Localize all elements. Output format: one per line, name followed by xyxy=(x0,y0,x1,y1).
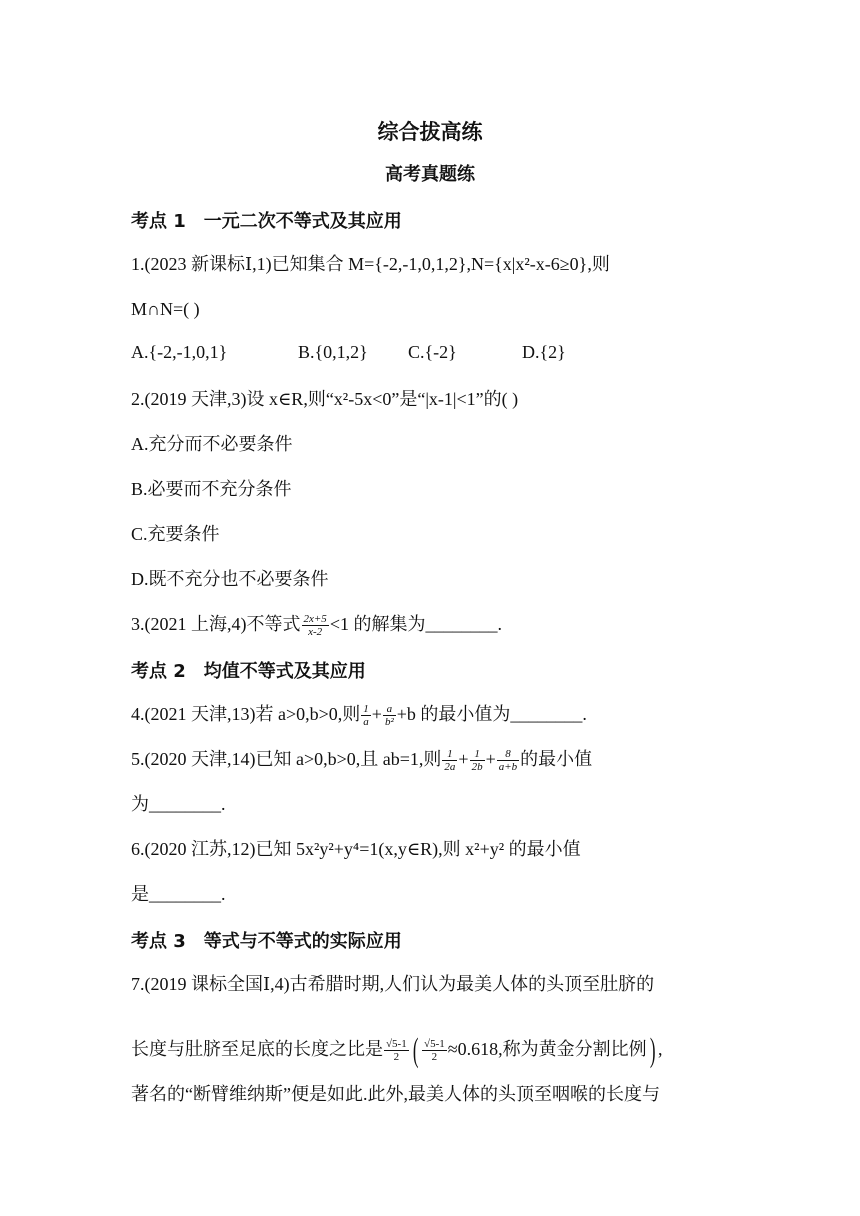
section-3-heading xyxy=(131,927,402,953)
section-1-name: 一元二次不等式及其应用 xyxy=(203,211,402,232)
q2-option-a: A.充分而不必要条件 xyxy=(131,434,293,454)
left-paren-icon: ( xyxy=(412,1031,419,1069)
q5-stem-line2: 为________. xyxy=(131,794,226,814)
page-title: 综合拔高练 xyxy=(377,120,483,144)
q5-prefix: 5.(2020 天津,14)已知 a>0,b>0,且 ab=1,则 xyxy=(131,749,442,769)
q4-prefix: 4.(2021 天津,13)若 a>0,b>0,则 xyxy=(131,704,361,724)
section-3-label: 考点 3 xyxy=(131,931,186,952)
q3-prefix: 3.(2021 上海,4)不等式 xyxy=(131,614,301,634)
q4-plus: + xyxy=(371,704,382,724)
q1-stem-line2: M∩N=( ) xyxy=(131,299,200,319)
q3-fraction xyxy=(302,613,329,638)
q7-golden-fraction-2: $\frac{√5-1}{2}$ xyxy=(424,1038,445,1064)
q7-line2-end: , xyxy=(657,1039,663,1059)
q4-fraction-2: $\frac{a}{\text{b²}}$ xyxy=(384,703,394,729)
q7-line2-prefix: 长度与肚脐至足底的长度之比是 xyxy=(131,1039,383,1059)
section-2-heading xyxy=(131,657,366,683)
q1-stem-line1: 1.(2023 新课标Ⅰ,1)已知集合 M={-2,-1,0,1,2},N={x|x²-x-6≥0},则 xyxy=(131,254,610,274)
q5-fraction-1: $\frac{1}{2a}$ xyxy=(444,748,456,774)
q7-stem-line2 xyxy=(131,1031,663,1069)
q2-option-d: D.既不充分也不必要条件 xyxy=(131,569,329,589)
q5-fraction-3: $\frac{8}{a+b}$ xyxy=(498,748,518,774)
section-2-name: 均值不等式及其应用 xyxy=(203,661,366,682)
q2-option-c: C.充要条件 xyxy=(131,524,220,544)
q3-frac-den: x-2 xyxy=(308,626,323,639)
q3-suffix: <1 的解集为________. xyxy=(329,614,502,634)
q2-stem: 2.(2019 天津,3)设 x∈R,则“x²-5x<0”是“|x-1|<1”的( ) xyxy=(131,389,519,409)
q1-option-b: B.{0,1,2} xyxy=(298,342,368,362)
q6-stem-line2: 是________. xyxy=(131,884,226,904)
q5-fraction-2: $\frac{1}{2b}$ xyxy=(471,748,483,774)
q6-stem-line1: 6.(2020 江苏,12)已知 5x²y²+y⁴=1(x,y∈R),则 x²+y² 的最小值 xyxy=(131,839,581,859)
section-3-name: 等式与不等式的实际应用 xyxy=(203,931,402,952)
q4-stem xyxy=(131,702,587,728)
section-1-label: 考点 1 xyxy=(131,211,186,232)
q1-option-a: A.{-2,-1,0,1} xyxy=(131,342,228,362)
q1-option-d: D.{2} xyxy=(522,342,566,362)
q7-line2-mid: ≈0.618,称为黄金分割比例 xyxy=(447,1039,647,1059)
q3-frac-num: 2x+5 xyxy=(303,613,327,626)
q1-option-c: C.{-2} xyxy=(408,342,457,362)
page-subtitle: 高考真题练 xyxy=(385,164,475,185)
q2-option-b: B.必要而不充分条件 xyxy=(131,479,292,499)
section-2-label: 考点 2 xyxy=(131,661,186,682)
q4-suffix: +b 的最小值为________. xyxy=(396,704,587,724)
q7-stem-line3: 著名的“断臂维纳斯”便是如此.此外,最美人体的头顶至咽喉的长度与 xyxy=(131,1084,660,1104)
q7-golden-fraction: $\frac{√5-1}{2}$ xyxy=(386,1038,407,1064)
q3-stem xyxy=(131,612,502,638)
q4-fraction-1: $\frac{1}{a}$ xyxy=(363,703,369,729)
section-1-heading xyxy=(131,207,402,233)
right-paren-icon: ) xyxy=(649,1031,656,1069)
q5-suffix: 的最小值 xyxy=(520,749,593,769)
q5-stem-line1: 5.(2020 天津,14)已知 a>0,b>0,且 ab=1,则 $\frac{1}{2a}$ + $\frac{1}{2b}$ + $\frac{8}{a+b}$ 的最小值 xyxy=(131,748,593,774)
q7-stem-line1: 7.(2019 课标全国Ⅰ,4)古希腊时期,人们认为最美人体的头顶至肚脐的 xyxy=(131,974,655,994)
